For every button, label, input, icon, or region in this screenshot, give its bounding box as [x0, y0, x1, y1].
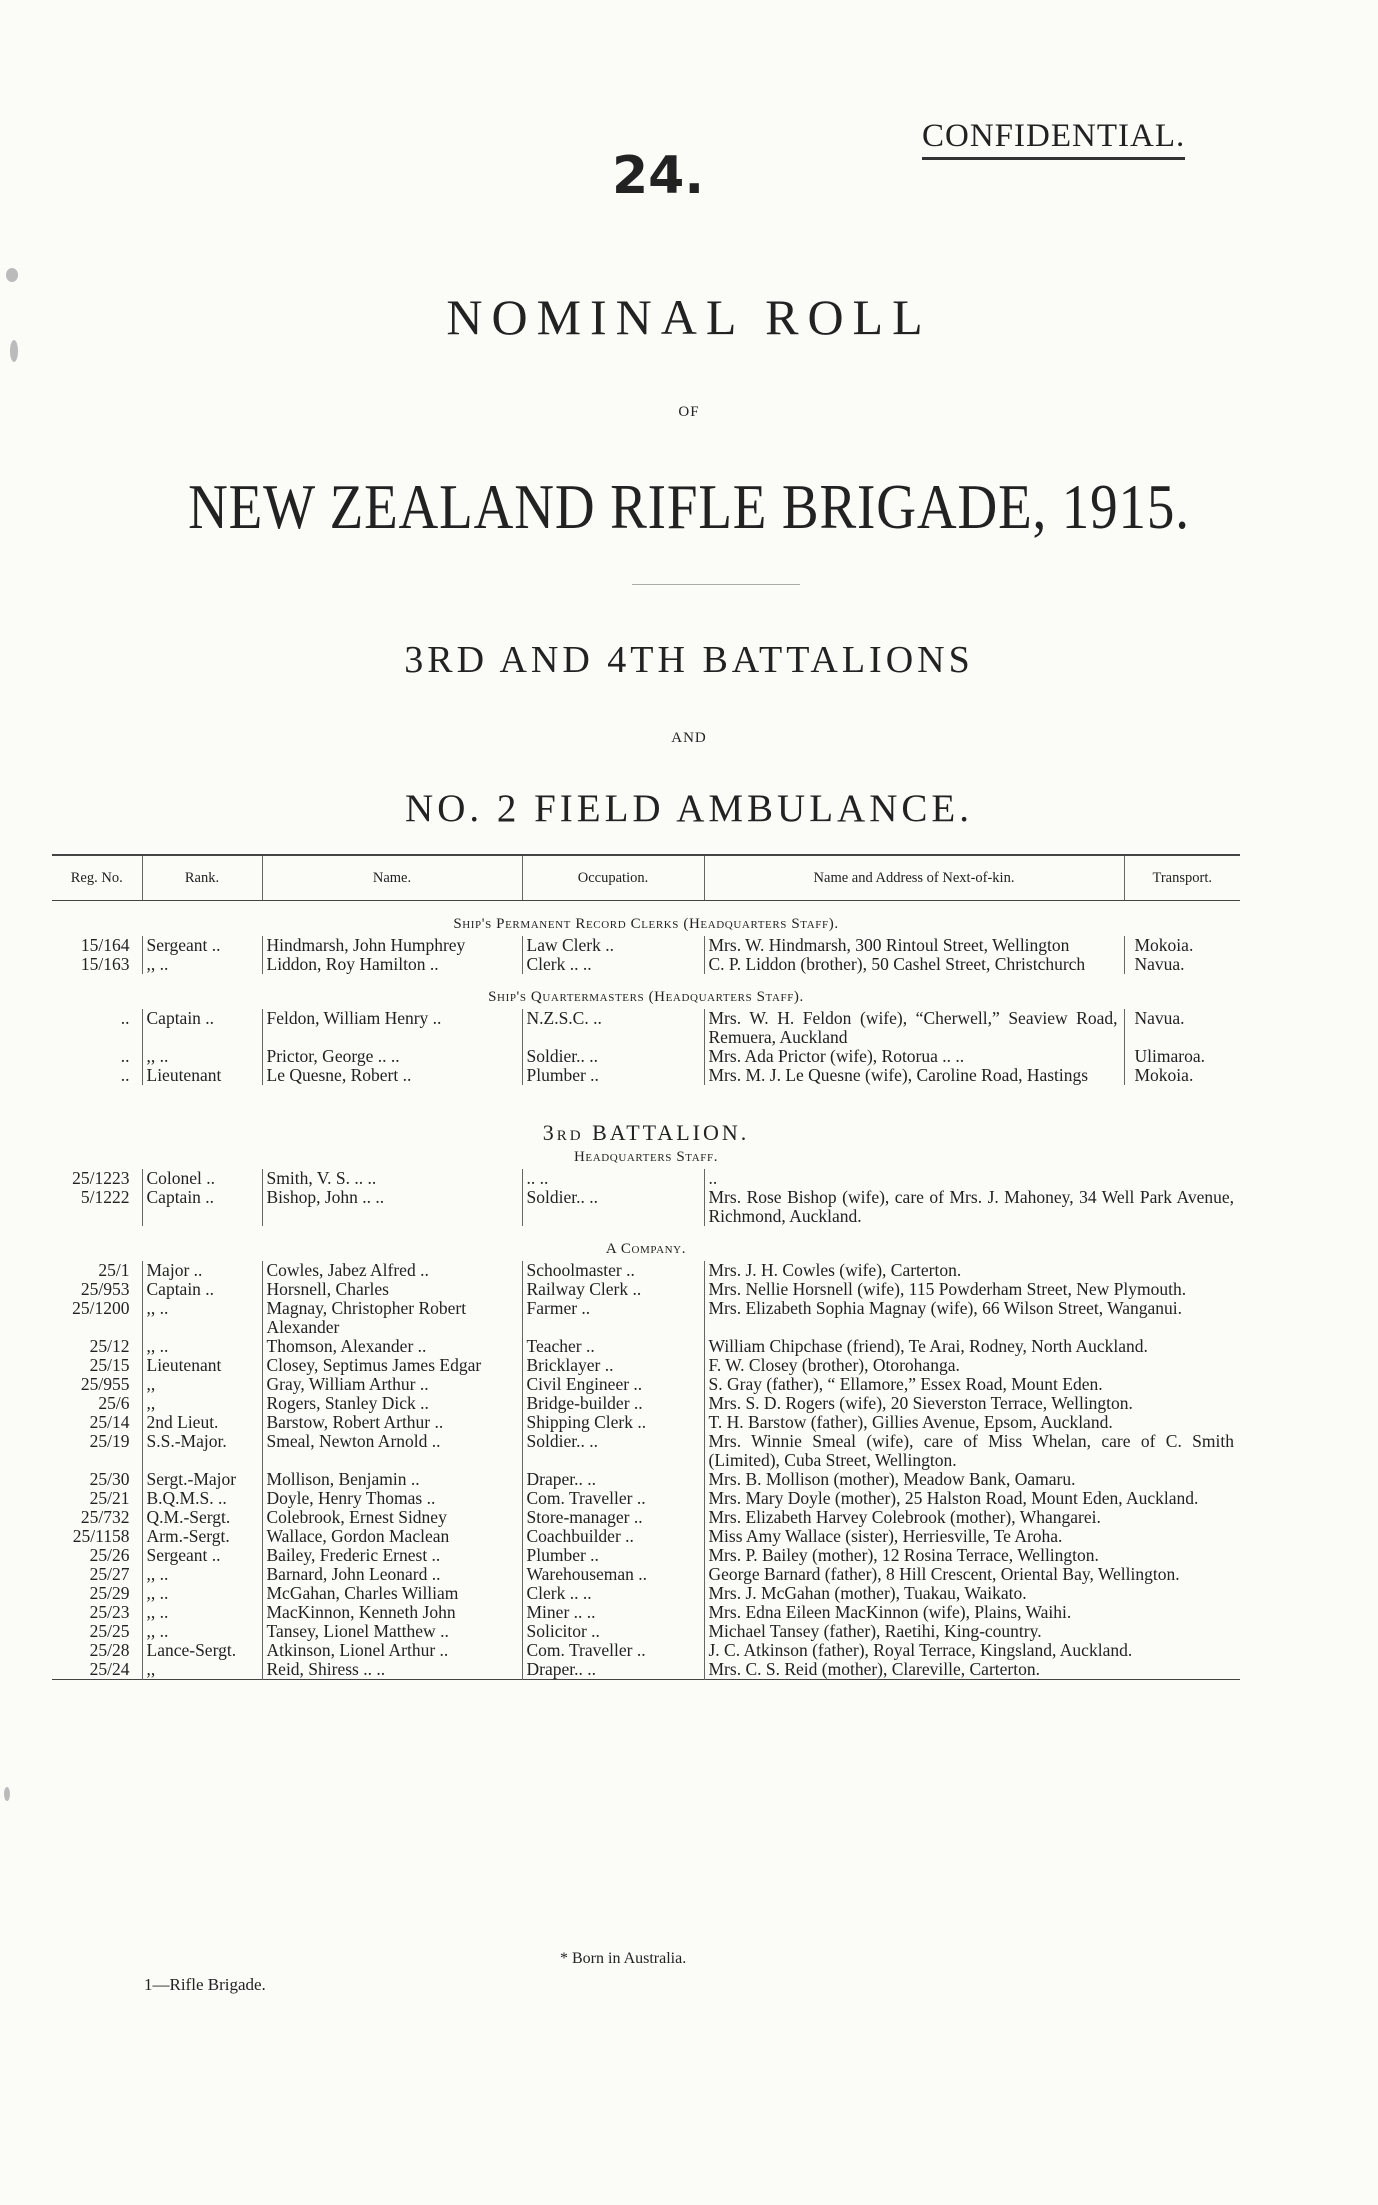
col-header-name: Name. — [262, 855, 522, 901]
occupation-cell: Bricklayer .. — [522, 1356, 704, 1375]
table-row — [52, 1356, 1240, 1375]
section-heading: Ship's Permanent Record Clerks (Headquarters Staff). — [453, 916, 839, 932]
unit-title: NEW ZEALAND RIFLE BRIGADE, 1915. — [188, 471, 1190, 542]
rank-cell: Lieutenant — [142, 1066, 262, 1085]
col-header-occupation: Occupation. — [522, 855, 704, 901]
kin-cell: William Chipchase (friend), Te Arai, Rodney, North Auckland. — [704, 1337, 1240, 1356]
table-row — [52, 936, 1240, 955]
name-cell: Reid, Shiress .. .. — [262, 1660, 522, 1680]
occupation-cell: Soldier.. .. — [522, 1047, 704, 1066]
kin-cell: F. W. Closey (brother), Otorohanga. — [704, 1356, 1240, 1375]
table-row — [52, 1546, 1240, 1565]
section-heading: Headquarters Staff. — [573, 1149, 719, 1165]
name-cell: Feldon, William Henry .. — [262, 1009, 522, 1047]
name-cell: Magnay, Christopher Robert Alexander — [262, 1299, 522, 1337]
occupation-cell: Miner .. .. — [522, 1603, 704, 1622]
ambulance-title: NO. 2 FIELD AMBULANCE. — [405, 787, 973, 830]
transport-cell: Navua. — [1124, 955, 1240, 974]
title-and: AND — [671, 730, 707, 746]
rank-cell: ,, .. — [142, 1299, 262, 1337]
section-heading-row — [52, 1144, 1240, 1169]
kin-cell: Michael Tansey (father), Raetihi, King-country. — [704, 1622, 1240, 1641]
name-cell: Smeal, Newton Arnold .. — [262, 1432, 522, 1470]
rank-cell: Major .. — [142, 1261, 262, 1280]
rank-cell: Captain .. — [142, 1009, 262, 1047]
name-cell: Bishop, John .. .. — [262, 1188, 522, 1226]
reg-cell: 25/26 — [89, 1545, 130, 1565]
kin-cell: Mrs. P. Bailey (mother), 12 Rosina Terrace, Wellington. — [704, 1546, 1240, 1565]
table-row — [52, 1508, 1240, 1527]
name-cell: Rogers, Stanley Dick .. — [262, 1394, 522, 1413]
occupation-cell: Law Clerk .. — [522, 936, 704, 955]
title-divider — [632, 584, 800, 585]
section-heading-row — [52, 901, 1240, 937]
occupation-cell: Civil Engineer .. — [522, 1375, 704, 1394]
occupation-cell: Soldier.. .. — [522, 1188, 704, 1226]
rank-cell: ,, .. — [142, 1584, 262, 1603]
table-row — [52, 1188, 1240, 1226]
section-heading: Ship's Quartermasters (Headquarters Staff). — [488, 989, 804, 1005]
rank-cell: ,, — [142, 1660, 262, 1680]
name-cell: Bailey, Frederic Ernest .. — [262, 1546, 522, 1565]
occupation-cell: .. .. — [522, 1169, 704, 1188]
reg-cell: 25/955 — [80, 1374, 130, 1394]
rank-cell: ,, .. — [142, 1337, 262, 1356]
rank-cell: ,, .. — [142, 1603, 262, 1622]
col-header-rank: Rank. — [142, 855, 262, 901]
occupation-cell: Teacher .. — [522, 1337, 704, 1356]
kin-cell: C. P. Liddon (brother), 50 Cashel Street, Christchurch — [704, 955, 1124, 974]
table-header-row — [52, 855, 1240, 901]
kin-cell: Miss Amy Wallace (sister), Herriesville, Te Aroha. — [704, 1527, 1240, 1546]
kin-cell: Mrs. Ada Prictor (wife), Rotorua .. .. — [704, 1047, 1124, 1066]
kin-cell: Mrs. J. H. Cowles (wife), Carterton. — [704, 1261, 1240, 1280]
table-row — [52, 1413, 1240, 1432]
occupation-cell: Draper.. .. — [522, 1660, 704, 1680]
section-heading-row — [52, 1226, 1240, 1261]
occupation-cell: Farmer .. — [522, 1299, 704, 1337]
col-header-transport: Transport. — [1124, 855, 1240, 901]
rank-cell: ,, .. — [142, 1565, 262, 1584]
reg-cell: 25/1223 — [72, 1168, 130, 1188]
reg-cell: 25/28 — [89, 1640, 130, 1660]
occupation-cell: Draper.. .. — [522, 1470, 704, 1489]
occupation-cell: Plumber .. — [522, 1546, 704, 1565]
rank-cell: Sergt.-Major — [142, 1470, 262, 1489]
kin-cell: Mrs. Mary Doyle (mother), 25 Halston Road, Mount Eden, Auckland. — [704, 1489, 1240, 1508]
kin-cell: Mrs. Elizabeth Harvey Colebrook (mother), Whangarei. — [704, 1508, 1240, 1527]
footnote: * Born in Australia. — [560, 1950, 687, 1967]
battalions-title: 3RD AND 4TH BATTALIONS — [404, 639, 974, 681]
table-row — [52, 955, 1240, 974]
rank-cell: Lance-Sergt. — [142, 1641, 262, 1660]
rank-cell: Q.M.-Sergt. — [142, 1508, 262, 1527]
rank-cell: Arm.-Sergt. — [142, 1527, 262, 1546]
reg-cell: 25/27 — [89, 1564, 130, 1584]
kin-cell: Mrs. W. H. Feldon (wife), “Cherwell,” Seaview Road, Remuera, Auckland — [704, 1009, 1124, 1047]
occupation-cell: Railway Clerk .. — [522, 1280, 704, 1299]
kin-cell: Mrs. M. J. Le Quesne (wife), Caroline Road, Hastings — [704, 1066, 1124, 1085]
table-row — [52, 1337, 1240, 1356]
table-row — [52, 1660, 1240, 1680]
table-row — [52, 1047, 1240, 1066]
name-cell: Le Quesne, Robert .. — [262, 1066, 522, 1085]
table-row — [52, 1527, 1240, 1546]
table-row — [52, 1261, 1240, 1280]
rank-cell: ,, .. — [142, 1047, 262, 1066]
section-heading-row — [52, 974, 1240, 1009]
name-cell: Horsnell, Charles — [262, 1280, 522, 1299]
occupation-cell: Clerk .. .. — [522, 1584, 704, 1603]
occupation-cell: Store-manager .. — [522, 1508, 704, 1527]
table-row — [52, 1470, 1240, 1489]
name-cell: Doyle, Henry Thomas .. — [262, 1489, 522, 1508]
reg-cell: .. — [120, 1046, 130, 1066]
reg-cell: 25/14 — [89, 1412, 130, 1432]
reg-cell: 25/25 — [89, 1621, 130, 1641]
reg-cell: 25/732 — [80, 1507, 130, 1527]
page-title: NOMINAL ROLL — [446, 289, 932, 345]
name-cell: Colebrook, Ernest Sidney — [262, 1508, 522, 1527]
name-cell: Tansey, Lionel Matthew .. — [262, 1622, 522, 1641]
table-row — [52, 1375, 1240, 1394]
transport-cell: Navua. — [1124, 1009, 1240, 1047]
transport-cell: Mokoia. — [1124, 936, 1240, 955]
rank-cell: Captain .. — [142, 1280, 262, 1299]
reg-cell: 15/163 — [80, 954, 130, 974]
table-row — [52, 1066, 1240, 1085]
reg-cell: 15/164 — [80, 935, 130, 955]
name-cell: Barstow, Robert Arthur .. — [262, 1413, 522, 1432]
section-heading-row — [52, 1085, 1240, 1144]
rank-cell: ,, .. — [142, 1622, 262, 1641]
reg-cell: .. — [120, 1065, 130, 1085]
kin-cell: Mrs. Rose Bishop (wife), care of Mrs. J. Mahoney, 34 Well Park Avenue, Richmond, Auckland. — [704, 1188, 1240, 1226]
rank-cell: S.S.-Major. — [142, 1432, 262, 1470]
rank-cell: Colonel .. — [142, 1169, 262, 1188]
occupation-cell: Com. Traveller .. — [522, 1489, 704, 1508]
reg-cell: 25/1158 — [72, 1526, 130, 1546]
table-row — [52, 1299, 1240, 1337]
table-row — [52, 1280, 1240, 1299]
occupation-cell: Shipping Clerk .. — [522, 1413, 704, 1432]
occupation-cell: Schoolmaster .. — [522, 1261, 704, 1280]
name-cell: MacKinnon, Kenneth John — [262, 1603, 522, 1622]
name-cell: Atkinson, Lionel Arthur .. — [262, 1641, 522, 1660]
name-cell: Cowles, Jabez Alfred .. — [262, 1261, 522, 1280]
name-cell: Mollison, Benjamin .. — [262, 1470, 522, 1489]
rank-cell: Sergeant .. — [142, 1546, 262, 1565]
kin-cell: .. — [704, 1169, 1240, 1188]
page-speck — [4, 1787, 10, 1801]
page-speck — [10, 340, 18, 362]
transport-cell: Mokoia. — [1124, 1066, 1240, 1085]
table-row — [52, 1641, 1240, 1660]
reg-cell: 25/1200 — [72, 1298, 130, 1318]
table-row — [52, 1169, 1240, 1188]
kin-cell: S. Gray (father), “ Ellamore,” Essex Road, Mount Eden. — [704, 1375, 1240, 1394]
col-header-reg: Reg. No. — [52, 855, 142, 901]
reg-cell: 5/1222 — [80, 1187, 130, 1207]
transport-cell: Ulimaroa. — [1124, 1047, 1240, 1066]
rank-cell: B.Q.M.S. .. — [142, 1489, 262, 1508]
reg-cell: 25/24 — [89, 1659, 130, 1679]
occupation-cell: Soldier.. .. — [522, 1432, 704, 1470]
rank-cell: Lieutenant — [142, 1356, 262, 1375]
occupation-cell: Coachbuilder .. — [522, 1527, 704, 1546]
occupation-cell: Solicitor .. — [522, 1622, 704, 1641]
table-row — [52, 1489, 1240, 1508]
table-row — [52, 1603, 1240, 1622]
occupation-cell: Warehouseman .. — [522, 1565, 704, 1584]
reg-cell: 25/1 — [98, 1260, 130, 1280]
kin-cell: Mrs. Nellie Horsnell (wife), 115 Powderham Street, New Plymouth. — [704, 1280, 1240, 1299]
confidential-stamp: CONFIDENTIAL. — [922, 118, 1185, 160]
reg-cell: 25/19 — [89, 1431, 130, 1451]
reg-cell: .. — [120, 1008, 130, 1028]
page-number: 24. — [612, 146, 705, 206]
rank-cell: ,, — [142, 1375, 262, 1394]
reg-cell: 25/6 — [98, 1393, 130, 1413]
page-speck — [6, 268, 18, 282]
name-cell: Prictor, George .. .. — [262, 1047, 522, 1066]
rank-cell: ,, — [142, 1394, 262, 1413]
table-row — [52, 1394, 1240, 1413]
kin-cell: Mrs. B. Mollison (mother), Meadow Bank, Oamaru. — [704, 1470, 1240, 1489]
rank-cell: 2nd Lieut. — [142, 1413, 262, 1432]
reg-cell: 25/29 — [89, 1583, 130, 1603]
occupation-cell: Clerk .. .. — [522, 955, 704, 974]
occupation-cell: Com. Traveller .. — [522, 1641, 704, 1660]
reg-cell: 25/23 — [89, 1602, 130, 1622]
table-row — [52, 1584, 1240, 1603]
table-row — [52, 1009, 1240, 1047]
kin-cell: Mrs. W. Hindmarsh, 300 Rintoul Street, Wellington — [704, 936, 1124, 955]
kin-cell: Mrs. Winnie Smeal (wife), care of Miss Whelan, care of C. Smith (Limited), Cuba Street, Wellington. — [704, 1432, 1240, 1470]
reg-cell: 25/15 — [89, 1355, 130, 1375]
kin-cell: J. C. Atkinson (father), Royal Terrace, Kingsland, Auckland. — [704, 1641, 1240, 1660]
name-cell: Closey, Septimus James Edgar — [262, 1356, 522, 1375]
rank-cell: ,, .. — [142, 955, 262, 974]
printer-signature: 1—Rifle Brigade. — [144, 1975, 266, 1994]
occupation-cell: Plumber .. — [522, 1066, 704, 1085]
kin-cell: Mrs. Edna Eileen MacKinnon (wife), Plains, Waihi. — [704, 1603, 1240, 1622]
title-of: OF — [678, 404, 700, 420]
name-cell: Hindmarsh, John Humphrey — [262, 936, 522, 955]
table-row — [52, 1432, 1240, 1470]
reg-cell: 25/953 — [80, 1279, 130, 1299]
table-row — [52, 1565, 1240, 1584]
occupation-cell: Bridge-builder .. — [522, 1394, 704, 1413]
name-cell: Liddon, Roy Hamilton .. — [262, 955, 522, 974]
name-cell: Wallace, Gordon Maclean — [262, 1527, 522, 1546]
name-cell: Barnard, John Leonard .. — [262, 1565, 522, 1584]
name-cell: Thomson, Alexander .. — [262, 1337, 522, 1356]
col-header-kin: Name and Address of Next-of-kin. — [704, 855, 1124, 901]
section-heading: A Company. — [605, 1241, 687, 1257]
table-row — [52, 1622, 1240, 1641]
kin-cell: Mrs. C. S. Reid (mother), Clareville, Carterton. — [704, 1660, 1240, 1680]
kin-cell: T. H. Barstow (father), Gillies Avenue, Epsom, Auckland. — [704, 1413, 1240, 1432]
name-cell: McGahan, Charles William — [262, 1584, 522, 1603]
kin-cell: Mrs. J. McGahan (mother), Tuakau, Waikato. — [704, 1584, 1240, 1603]
section-heading: 3rd BATTALION. — [542, 1120, 750, 1145]
occupation-cell: N.Z.S.C. .. — [522, 1009, 704, 1047]
reg-cell: 25/12 — [89, 1336, 130, 1356]
kin-cell: Mrs. S. D. Rogers (wife), 20 Sieverston Terrace, Wellington. — [704, 1394, 1240, 1413]
nominal-roll-table — [52, 854, 1240, 1680]
name-cell: Gray, William Arthur .. — [262, 1375, 522, 1394]
kin-cell: George Barnard (father), 8 Hill Crescent, Oriental Bay, Wellington. — [704, 1565, 1240, 1584]
reg-cell: 25/30 — [89, 1469, 130, 1489]
name-cell: Smith, V. S. .. .. — [262, 1169, 522, 1188]
reg-cell: 25/21 — [89, 1488, 130, 1508]
table-end-rule — [52, 1680, 1240, 1681]
kin-cell: Mrs. Elizabeth Sophia Magnay (wife), 66 Wilson Street, Wanganui. — [704, 1299, 1240, 1337]
rank-cell: Sergeant .. — [142, 936, 262, 955]
rank-cell: Captain .. — [142, 1188, 262, 1226]
